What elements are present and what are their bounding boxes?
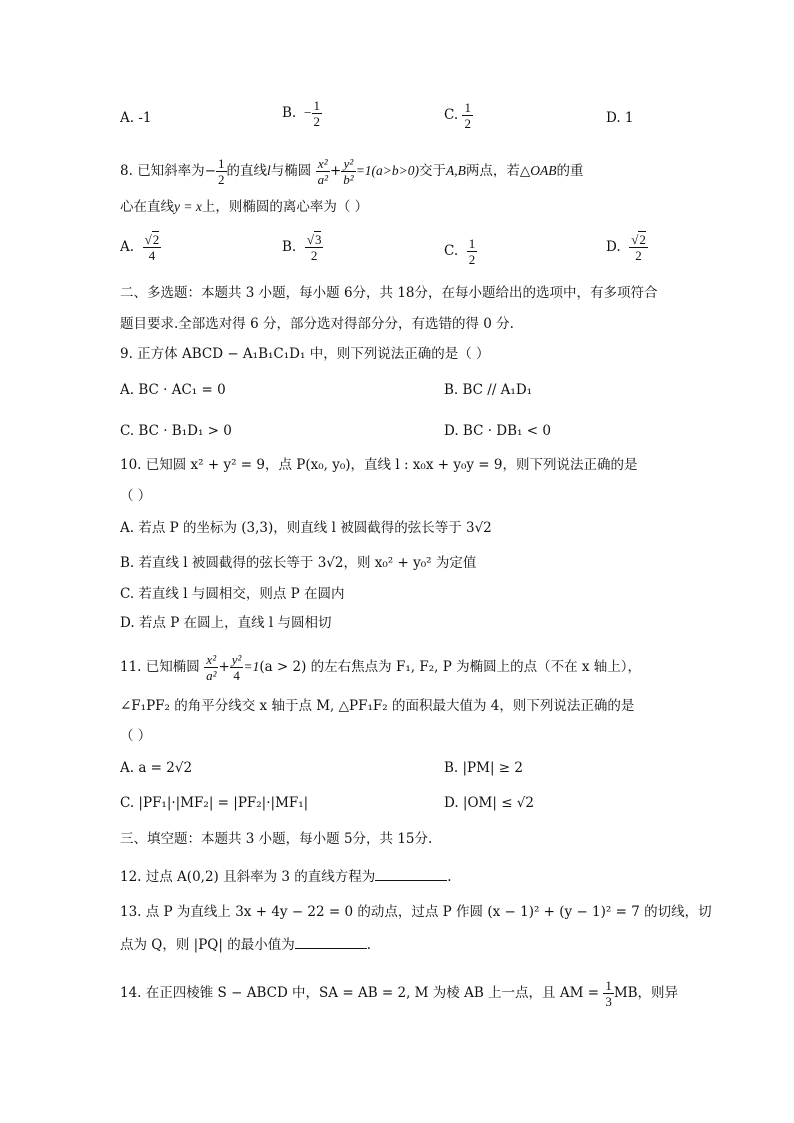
q7-option-a: A. -1: [120, 110, 152, 126]
q13-stem-line1: 13. 点 P 为直线上 3x + 4y − 22 = 0 的动点，过点 P 作圆 (x − 1)² + (y − 1)² = 7 的切线，切: [120, 904, 712, 920]
q11-stem-line2: ∠F₁PF₂ 的角平分线交 x 轴于点 M, △PF₁F₂ 的面积最大值为 4，则下列说法正确的是: [120, 698, 635, 714]
q13-stem-line2: 点为 Q，则 |PQ| 的最小值为 .: [120, 934, 371, 955]
q10-paren: （ ）: [120, 488, 152, 504]
q12-answer-blank[interactable]: [375, 866, 447, 881]
q9-stem: 9. 正方体 ABCD − A₁B₁C₁D₁ 中，则下列说法正确的是（ ）: [120, 346, 490, 362]
q8-option-c: C. $\frac{1}{2}$: [444, 236, 476, 267]
q10-option-a: A. 若点 P 的坐标为 (3,3)，则直线 l 被圆截得的弦长等于 3√2: [120, 520, 492, 536]
q7-option-c: C. $\frac{1}{2}$: [444, 100, 471, 131]
q10-option-d: D. 若点 P 在圆上，直线 l 与圆相切: [120, 615, 332, 631]
q9-option-a: A. BC · AC₁ = 0: [120, 382, 226, 398]
q10-option-b: B. 若直线 l 被圆截得的弦长等于 3√2，则 x₀² + y₀² 为定值: [120, 555, 477, 571]
q9-option-b: B. BC // A₁D₁: [444, 382, 533, 398]
section2-heading-line2: 题目要求.全部选对得 6 分，部分选对得部分分，有选错的得 0 分.: [120, 316, 514, 332]
q11-option-a: A. a = 2√2: [120, 760, 193, 776]
q11-paren: （ ）: [120, 728, 152, 744]
q11-option-b: B. |PM| ≥ 2: [444, 760, 523, 776]
q10-stem: 10. 已知圆 x² + y² = 9，点 P(x₀, y₀)，直线 l : x₀x + y₀y = 9，则下列说法正确的是: [120, 457, 638, 473]
q13-answer-blank[interactable]: [295, 934, 367, 949]
section2-heading-line1: 二、多选题：本题共 3 小题，每小题 6分，共 18分，在每小题给出的选项中，有多项符合: [120, 285, 658, 301]
q8-option-b: B. $\frac{√3}{2}$: [282, 232, 322, 263]
q7-option-d: D. 1: [606, 110, 634, 126]
q8-option-d: D. $\frac{√2}{2}$: [606, 232, 646, 263]
section3-heading: 三、填空题：本题共 3 小题，每小题 5分，共 15分.: [120, 831, 433, 847]
q9-option-d: D. BC · DB₁ < 0: [444, 423, 551, 439]
q10-option-c: C. 若直线 l 与圆相交，则点 P 在圆内: [120, 586, 345, 602]
q11-option-c: C. |PF₁|·|MF₂| = |PF₂|·|MF₁|: [120, 795, 309, 811]
q14-stem-line1: 14. 在正四棱锥 S − ABCD 中，SA = AB = 2, M 为棱 AB 上一点，且 AM = $\frac{1}{3}$ MB，则异: [120, 978, 679, 1009]
q12-stem: 12. 过点 A(0,2) 且斜率为 3 的直线方程为 .: [120, 866, 452, 887]
q11-stem-line1: 11. 已知椭圆 $\frac{\text{x²}}{\text{a²}}$ + $\frac{\text{y²}}{4}$ =1(a > 2) 的左右焦点为 F₁, F₂, P 为椭圆上的点（不在 x 轴上），: [120, 652, 642, 683]
q11-option-d: D. |OM| ≤ √2: [444, 795, 534, 811]
q9-option-c: C. BC · B₁D₁ > 0: [120, 423, 232, 439]
q8-option-a: A. $\frac{√2}{4}$: [120, 232, 160, 263]
q7-option-b: B. − $\frac{1}{2}$: [282, 98, 321, 129]
q8-stem-line1: 8. 已知斜率为− $\frac{1}{2}$ 的直线l与椭圆 $\frac{\text{x²}}{\text{a²}}$ + $\frac{\text{y²}}{\text{b²}}$ =1(a>b>0)交于A,B两点，若△OAB的重: [120, 156, 584, 187]
q8-stem-line2: 心在直线y = x上，则椭圆的离心率为（ ）: [120, 199, 369, 215]
